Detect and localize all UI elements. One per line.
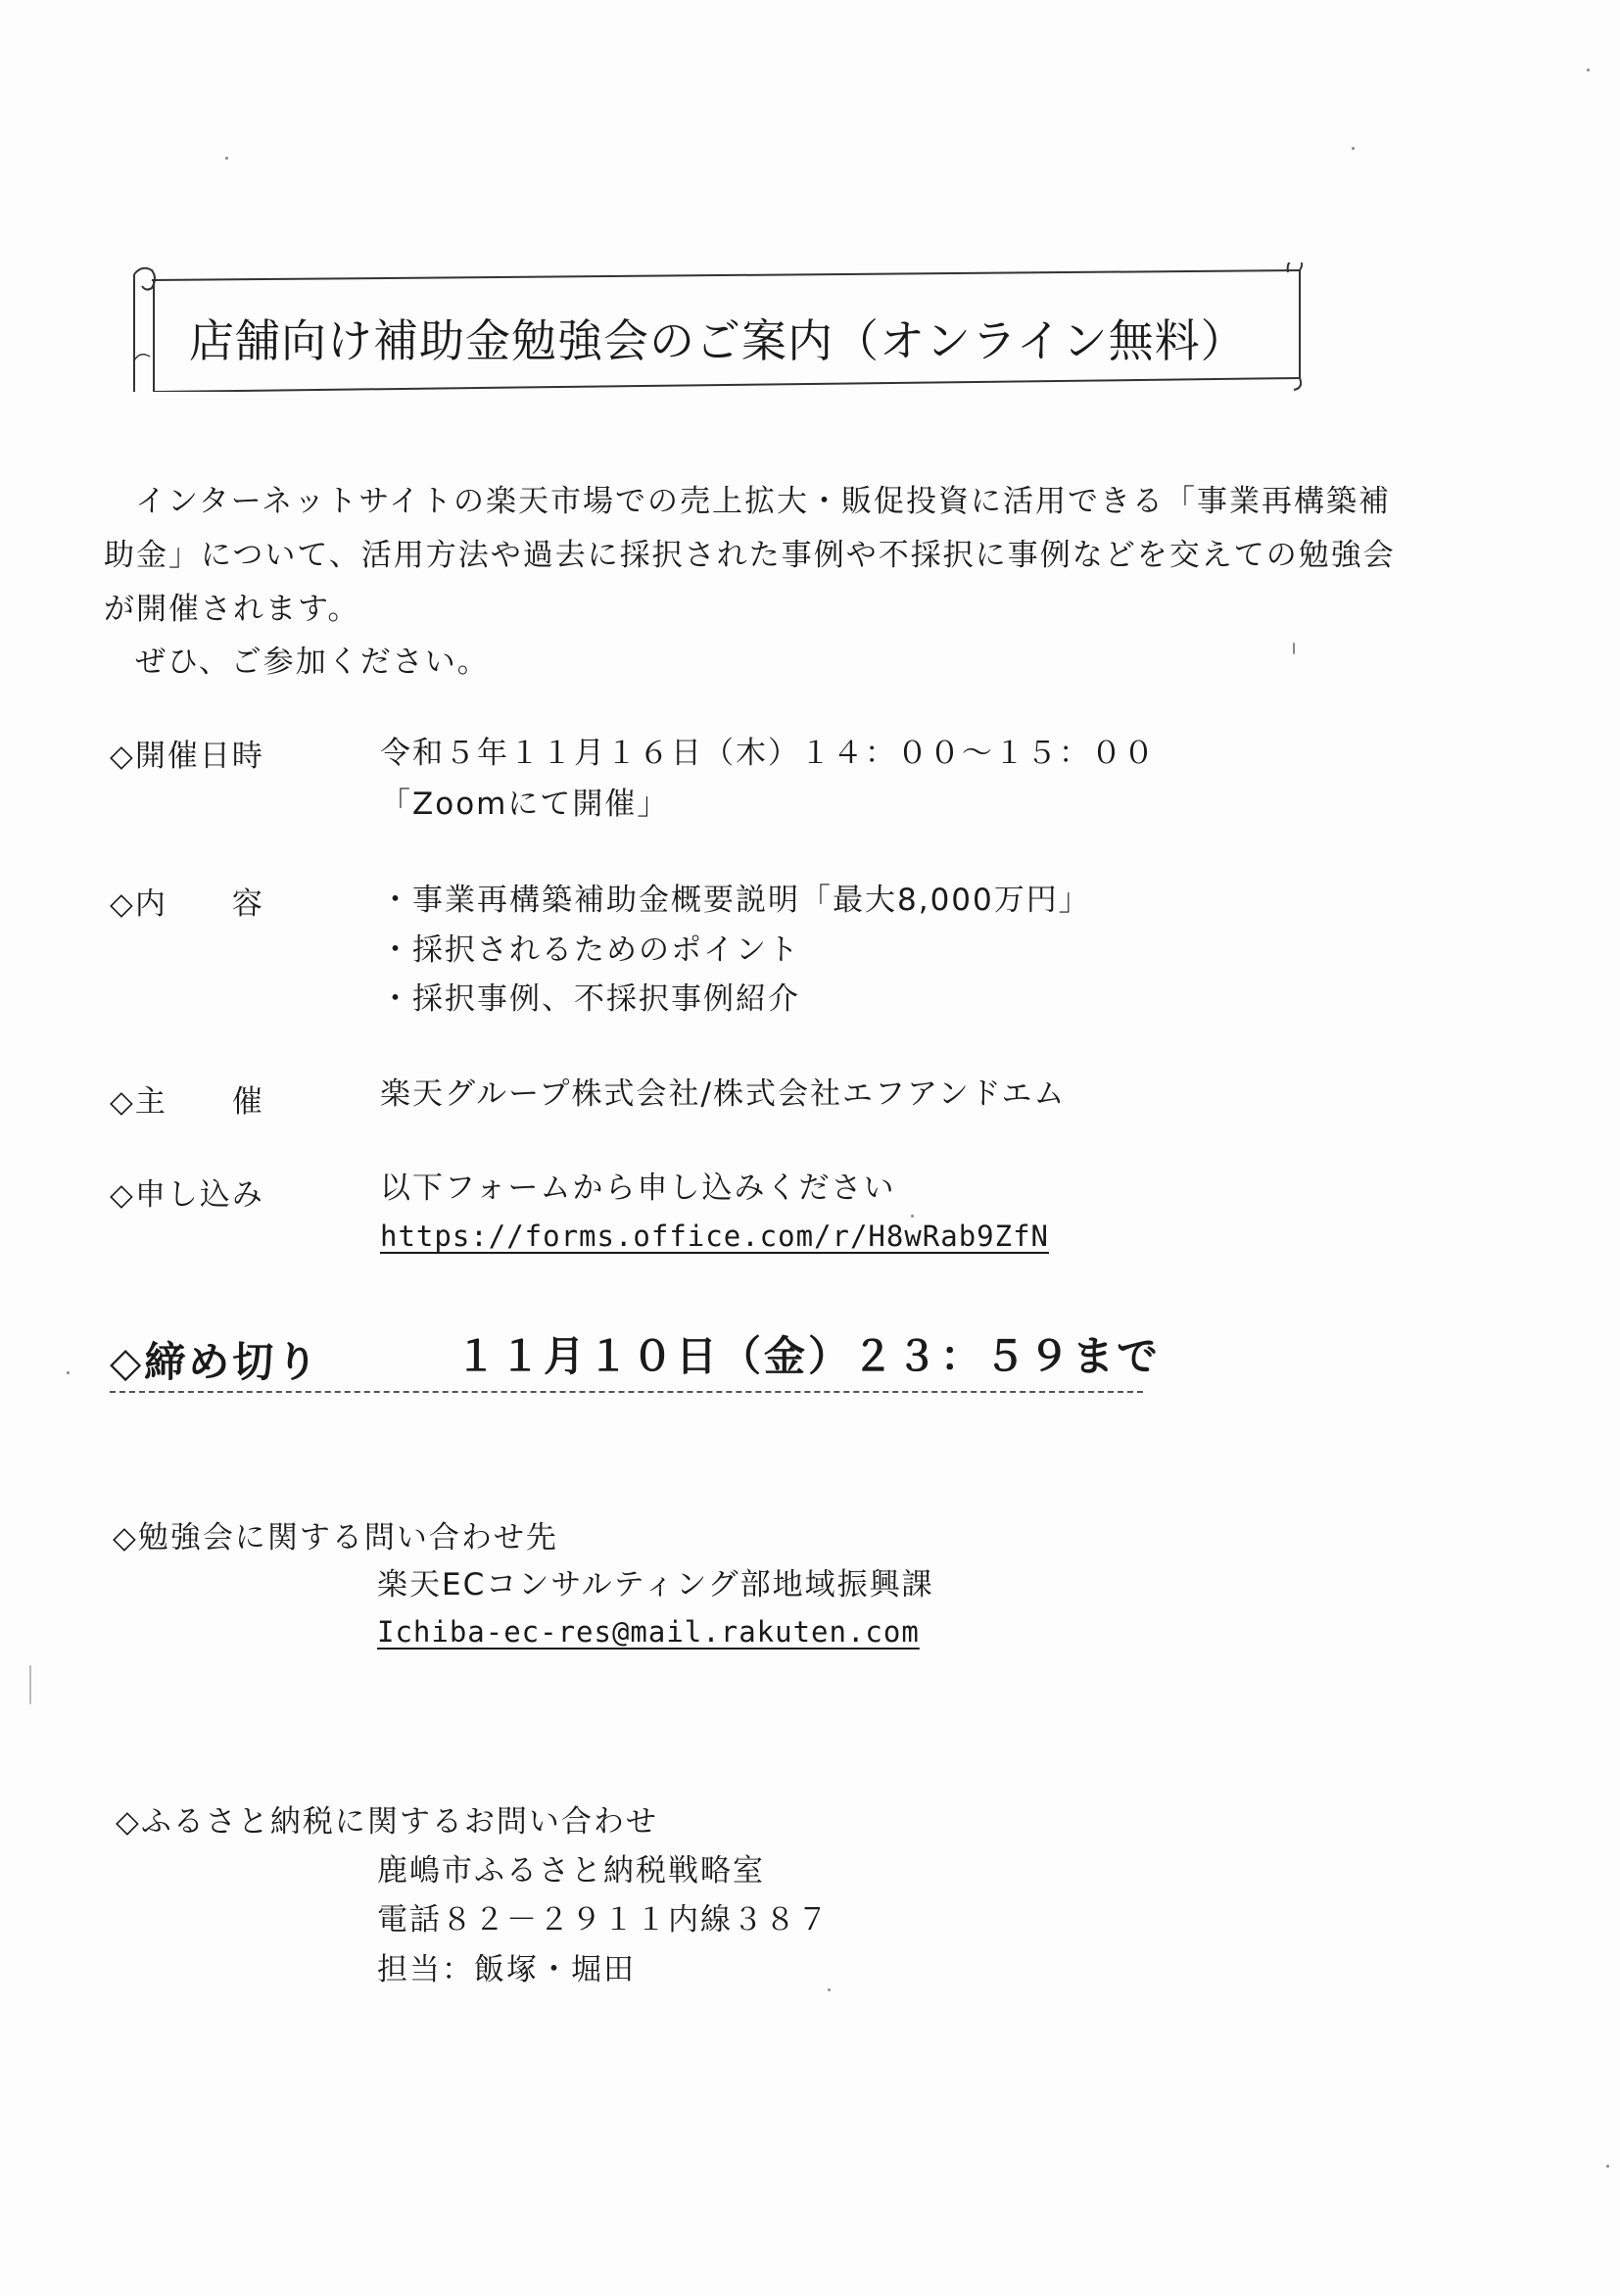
scan-speck (225, 157, 228, 160)
schedule-datetime: 令和５年１１月１６日（木）１４：００～１５：００ (380, 736, 1156, 771)
page-title: 店舗向け補助金勉強会のご案内（オンライン無料） (189, 314, 1247, 367)
scan-speck (29, 1665, 31, 1704)
furusato-staff: 担当：飯塚・堀田 (377, 1952, 636, 1987)
content-item: ・採択されるためのポイント (380, 933, 800, 968)
study-contact-dept: 楽天ECコンサルティング部地域振興課 (377, 1567, 934, 1602)
scan-speck (1293, 643, 1295, 654)
schedule-venue: 「Zoomにて開催」 (380, 787, 670, 822)
application-url-link[interactable]: https://forms.office.com/r/H8wRab9ZfN (380, 1220, 1050, 1253)
application-instruction: 以下フォームから申し込みください (380, 1171, 896, 1206)
content-label: ◇内 容 (110, 886, 264, 922)
application-label: ◇申し込み (110, 1177, 264, 1213)
organizer-value: 楽天グループ株式会社/株式会社エフアンドエム (380, 1076, 1067, 1112)
schedule-label: ◇開催日時 (110, 739, 264, 774)
scan-speck (1587, 69, 1590, 72)
title-banner (132, 263, 1303, 392)
scan-speck (67, 1371, 70, 1374)
study-contact-label: ◇勉強会に関する問い合わせ先 (113, 1520, 558, 1555)
furusato-contact-label: ◇ふるさと納税に関するお問い合わせ (116, 1804, 658, 1840)
scan-speck (1606, 2165, 1609, 2168)
intro-line-3: が開催されます。 (104, 592, 360, 627)
furusato-phone: 電話８２－２９１１内線３８７ (377, 1902, 830, 1937)
deadline-underline (110, 1391, 1143, 1393)
scan-speck (828, 1988, 831, 1991)
intro-line-2: 助金」について、活用方法や過去に採択された事例や不採択に事例などを交えての勉強会 (104, 538, 1396, 573)
organizer-label: ◇主 催 (110, 1084, 264, 1120)
intro-line-4: ぜひ、ご参加ください。 (135, 645, 490, 680)
deadline-label: ◇締め切り (110, 1338, 321, 1386)
intro-line-1: インターネットサイトの楽天市場での売上拡大・販促投資に活用できる「事業再構築補 (135, 484, 1392, 519)
content-item: ・事業再構築補助金概要説明「最大8,000万円」 (380, 883, 1091, 918)
scan-speck (911, 1215, 914, 1218)
content-item: ・採択事例、不採択事例紹介 (380, 981, 800, 1017)
furusato-office: 鹿嶋市ふるさと納税戦略室 (377, 1853, 765, 1889)
scan-speck (1352, 147, 1355, 150)
study-contact-email-link[interactable]: Ichiba-ec-res@mail.rakuten.com (377, 1615, 920, 1649)
deadline-value: １１月１０日（金）２３：５９まで (455, 1332, 1162, 1380)
